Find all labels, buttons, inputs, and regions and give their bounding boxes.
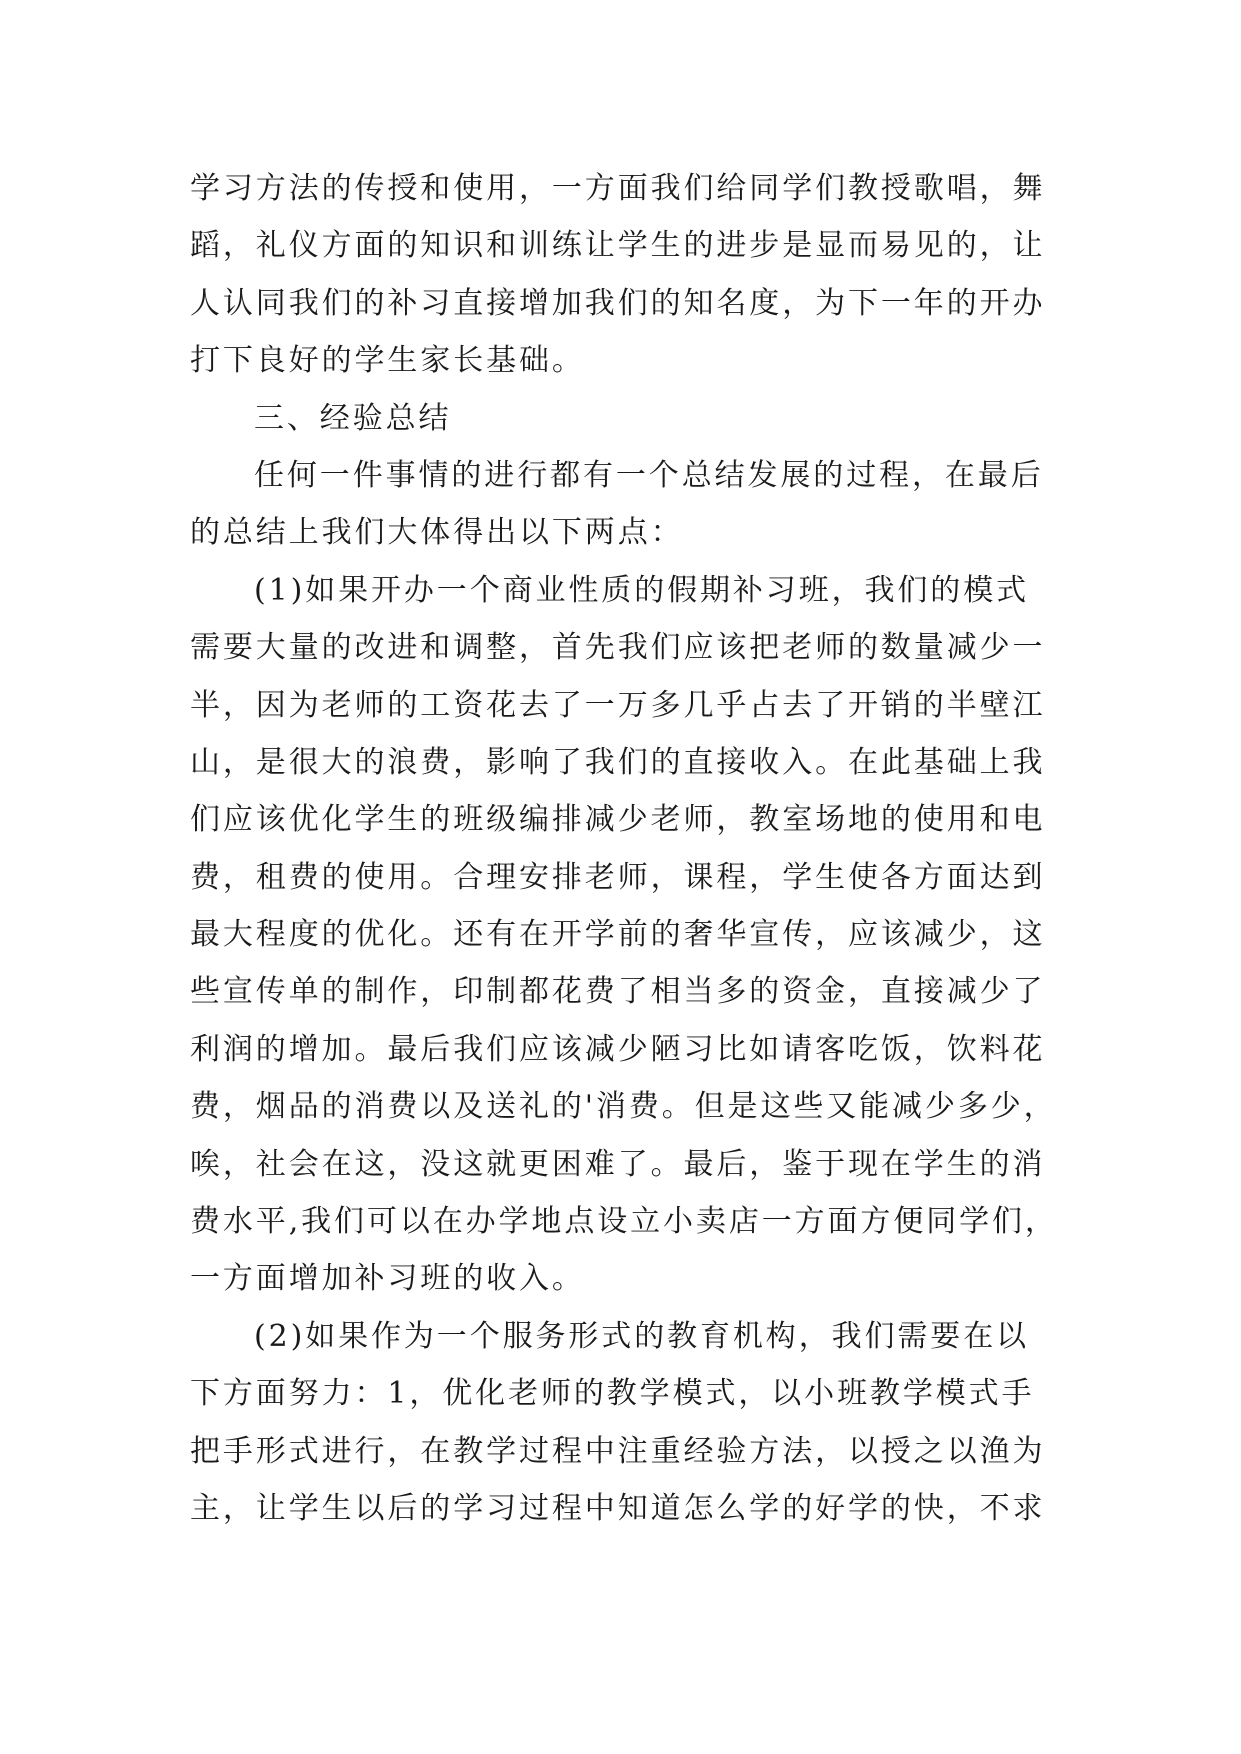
paragraph-line: 一方面增加补习班的收入。 <box>190 1261 585 1297</box>
paragraph-line: 半，因为老师的工资花去了一万多几乎占去了开销的半壁江 <box>190 687 1046 723</box>
paragraph-line: (2)如果作为一个服务形式的教育机构，我们需要在以 <box>254 1318 1029 1354</box>
paragraph-line: 山，是很大的浪费，影响了我们的直接收入。在此基础上我 <box>190 744 1046 780</box>
paragraph-line: 些宣传单的制作，印制都花费了相当多的资金，直接减少了 <box>190 974 1046 1010</box>
paragraph-line: 们应该优化学生的班级编排减少老师，教室场地的使用和电 <box>190 802 1046 838</box>
paragraph-line: 费，租费的使用。合理安排老师，课程，学生使各方面达到 <box>190 859 1046 895</box>
section-heading: 三、经验总结 <box>254 400 452 436</box>
paragraph-line: 主，让学生以后的学习过程中知道怎么学的好学的快，不求 <box>190 1490 1046 1526</box>
paragraph-line: 人认同我们的补习直接增加我们的知名度，为下一年的开办 <box>190 285 1046 321</box>
paragraph-line: 下方面努力：1，优化老师的教学模式，以小班教学模式手 <box>190 1376 1035 1412</box>
paragraph-line: 学习方法的传授和使用，一方面我们给同学们教授歌唱，舞 <box>190 171 1046 206</box>
paragraph-line: 费水平,我们可以在办学地点设立小卖店一方面方便同学们， <box>190 1204 1058 1240</box>
paragraph-line: 利润的增加。最后我们应该减少陋习比如请客吃饭，饮料花 <box>190 1031 1046 1067</box>
paragraph-line: 的总结上我们大体得出以下两点： <box>190 515 684 551</box>
paragraph-line: 打下良好的学生家长基础。 <box>190 343 585 379</box>
paragraph-line: 需要大量的改进和调整，首先我们应该把老师的数量减少一 <box>190 630 1046 666</box>
document-body <box>190 160 1070 1537</box>
paragraph-line: 任何一件事情的进行都有一个总结发展的过程，在最后 <box>254 457 1044 493</box>
paragraph-line: 蹈，礼仪方面的知识和训练让学生的进步是显而易见的，让 <box>190 228 1046 264</box>
paragraph-line: 最大程度的优化。还有在开学前的奢华宣传，应该减少，这 <box>190 917 1046 953</box>
paragraph-line: (1)如果开办一个商业性质的假期补习班，我们的模式 <box>254 572 1029 608</box>
paragraph-line: 唉，社会在这，没这就更困难了。最后，鉴于现在学生的消 <box>190 1146 1046 1182</box>
paragraph-line: 费，烟品的消费以及送礼的'消费。但是这些又能减少多少， <box>190 1089 1057 1125</box>
paragraph-line: 把手形式进行，在教学过程中注重经验方法，以授之以渔为 <box>190 1433 1046 1469</box>
